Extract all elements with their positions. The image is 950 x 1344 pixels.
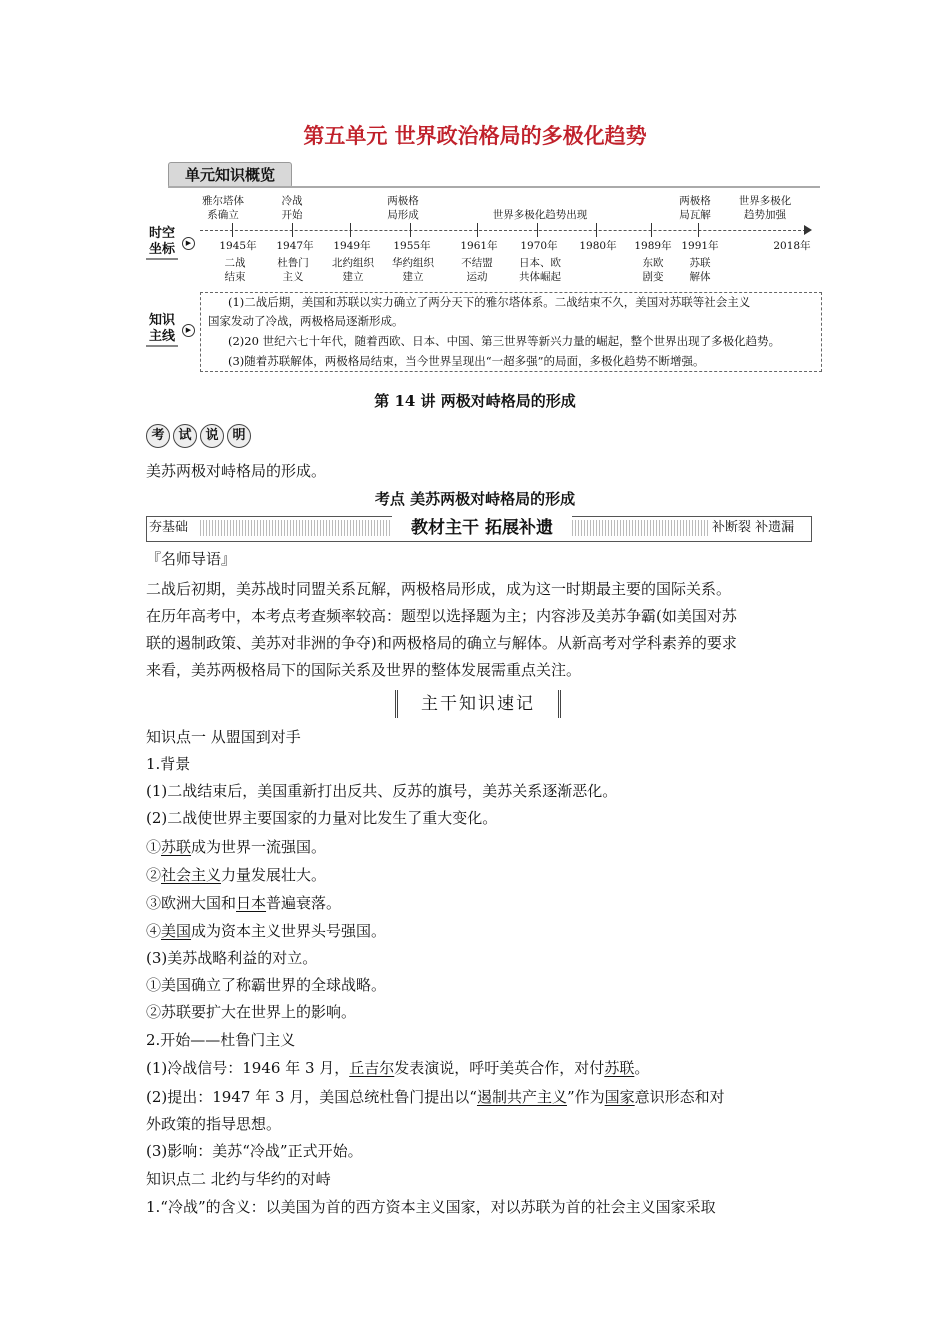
timeline-year: 1945年 — [219, 240, 257, 252]
point-line: (3)影响：美苏“冷战”正式开始。 — [146, 1142, 363, 1160]
timeline-event-top: 两极格 局瓦解 — [679, 195, 711, 221]
timeline-event-top: 世界多极化趋势出现 — [492, 209, 588, 221]
point-line: (1)二战结束后，美国重新打出反共、反苏的旗号，美苏关系逐渐恶化。 — [146, 782, 618, 800]
point-line: (3)美苏战略利益的对立。 — [146, 949, 318, 967]
point-line: ①苏联成为世界一流强国。 — [146, 838, 327, 856]
timeline-event-bottom: 华约组织 建立 — [392, 257, 434, 283]
point-line: 1.“冷战”的含义：以美国为首的西方资本主义国家，对以苏联为首的社会主义国家采取 — [146, 1198, 716, 1216]
timeline-axis — [200, 230, 806, 231]
timeline-event-top: 世界多极化 趋势加强 — [738, 195, 792, 221]
guide-line: 二战后初期，美苏战时同盟关系瓦解，两极格局形成，成为这一时期最主要的国际关系。 — [146, 580, 732, 598]
knowledge-line: 国家发动了冷战，两极格局逐渐形成。 — [208, 314, 404, 328]
exam-description-tag: 考 试 说 明 — [146, 424, 254, 450]
blank-answer: 苏联 — [161, 838, 192, 856]
timeline-year: 2018年 — [773, 240, 811, 252]
play-arrow-icon: ▶ — [182, 237, 195, 250]
timeline-year: 1949年 — [333, 240, 371, 252]
point-title: 知识点一 从盟国到对手 — [146, 728, 301, 746]
point-line: 1.背景 — [146, 755, 191, 773]
timeline-event-bottom: 日本、欧 共体崛起 — [519, 257, 561, 283]
guide-line: 在历年高考中，本考点考查频率较高：题型以选择题为主；内容涉及美苏争霸(如美国对苏 — [146, 607, 737, 625]
overview-divider — [168, 186, 820, 188]
banner-center-label: 教材主干 拓展补遗 — [392, 516, 572, 540]
blank-answer: 日本 — [236, 894, 267, 912]
timeline-year: 1955年 — [393, 240, 431, 252]
knowledge-line: (1)二战后期，美国和苏联以实力确立了两分天下的雅尔塔体系。二战结束不久，美国对苏联等社会主义 — [228, 295, 751, 309]
timeline-event-bottom: 北约组织 建立 — [332, 257, 374, 283]
timeline-tick — [350, 223, 351, 237]
timeline-side-label: 时空 坐标 — [146, 226, 178, 260]
timeline-tick — [477, 223, 478, 237]
blank-answer: 丘吉尔 — [349, 1059, 395, 1077]
timeline-tick — [596, 223, 597, 237]
blank-answer: 社会主义 — [161, 866, 222, 884]
point-title: 知识点二 北约与华约的对峙 — [146, 1170, 331, 1188]
banner-left-label: 夯基础 — [149, 520, 189, 535]
timeline-event-top: 两极格 局形成 — [387, 195, 419, 221]
guide-line: 联的遏制政策、美苏对非洲的争夺)和两极格局的确立与解体。从新高考对学科素养的要求 — [146, 634, 737, 652]
point-line: (2)二战使世界主要国家的力量对比发生了重大变化。 — [146, 809, 498, 827]
timeline-year: 1989年 — [634, 240, 672, 252]
knowledge-side-label: 知识 主线 — [146, 313, 178, 347]
point-line: ④美国成为资本主义世界头号强国。 — [146, 922, 387, 940]
kaodian-title: 考点 美苏两极对峙格局的形成 — [374, 490, 576, 508]
timeline-tick — [232, 223, 233, 237]
point-line: (2)提出：1947 年 3 月，美国总统杜鲁门提出以“遏制共产主义”作为国家意识形态和对 — [146, 1088, 725, 1106]
banner-right-label: 补断裂 补遗漏 — [712, 520, 795, 535]
point-line: ③欧洲大国和日本普遍衰落。 — [146, 894, 342, 912]
point-line: 2.开始——杜鲁门主义 — [146, 1031, 296, 1049]
lecture-title: 第 14 讲 两极对峙格局的形成 — [374, 392, 576, 410]
timeline-tick — [410, 223, 411, 237]
knowledge-line: (3)随着苏联解体，两极格局结束，当今世界呈现出“一超多强”的局面，多极化趋势不断增强。 — [228, 354, 705, 368]
timeline-year: 1970年 — [520, 240, 558, 252]
timeline-year: 1947年 — [276, 240, 314, 252]
timeline-year: 1961年 — [460, 240, 498, 252]
timeline-year: 1991年 — [681, 240, 719, 252]
timeline-event-bottom: 二战 结束 — [224, 257, 246, 283]
timeline-event-bottom: 不结盟 运动 — [461, 257, 493, 283]
timeline-tick — [537, 223, 538, 237]
arrow-right-icon — [804, 225, 812, 235]
guide-label: 『名师导语』 — [146, 550, 237, 568]
blank-answer: 苏联 — [604, 1059, 635, 1077]
knowledge-line: (2)20 世纪六七十年代，随着西欧、日本、中国、第三世界等新兴力量的崛起，整个世界出现了多极化趋势。 — [228, 334, 781, 348]
timeline-tick — [292, 223, 293, 237]
timeline-tick — [698, 223, 699, 237]
point-line: ①美国确立了称霸世界的全球战略。 — [146, 976, 387, 994]
overview-tab: 单元知识概览 — [168, 162, 292, 188]
exam-description: 美苏两极对峙格局的形成。 — [146, 462, 327, 480]
timeline-year: 1980年 — [579, 240, 617, 252]
timeline-tick — [651, 223, 652, 237]
guide-line: 来看，美苏两极格局下的国际关系及世界的整体发展需重点关注。 — [146, 661, 582, 679]
point-line: ②苏联要扩大在世界上的影响。 — [146, 1003, 357, 1021]
point-line: (1)冷战信号：1946 年 3 月，丘吉尔发表演说，呼吁美英合作，对付苏联。 — [146, 1059, 650, 1077]
blank-answer: 美国 — [161, 922, 192, 940]
timeline-event-bottom: 杜鲁门 主义 — [277, 257, 309, 283]
point-line: ②社会主义力量发展壮大。 — [146, 866, 327, 884]
timeline-event-bottom: 东欧 剧变 — [642, 257, 664, 283]
timeline-event-top: 雅尔塔体 系确立 — [202, 195, 244, 221]
blank-answer: 国家 — [604, 1088, 635, 1106]
timeline-event-top: 冷战 开始 — [281, 195, 303, 221]
unit-title: 第五单元 世界政治格局的多极化趋势 — [303, 124, 647, 148]
point-line: 外政策的指导思想。 — [146, 1115, 282, 1133]
key-points-title: 主干知识速记 — [395, 690, 561, 718]
play-arrow-icon: ▶ — [182, 324, 195, 337]
timeline-event-bottom: 苏联 解体 — [689, 257, 711, 283]
blank-answer: 遏制共产主义 — [476, 1088, 567, 1106]
